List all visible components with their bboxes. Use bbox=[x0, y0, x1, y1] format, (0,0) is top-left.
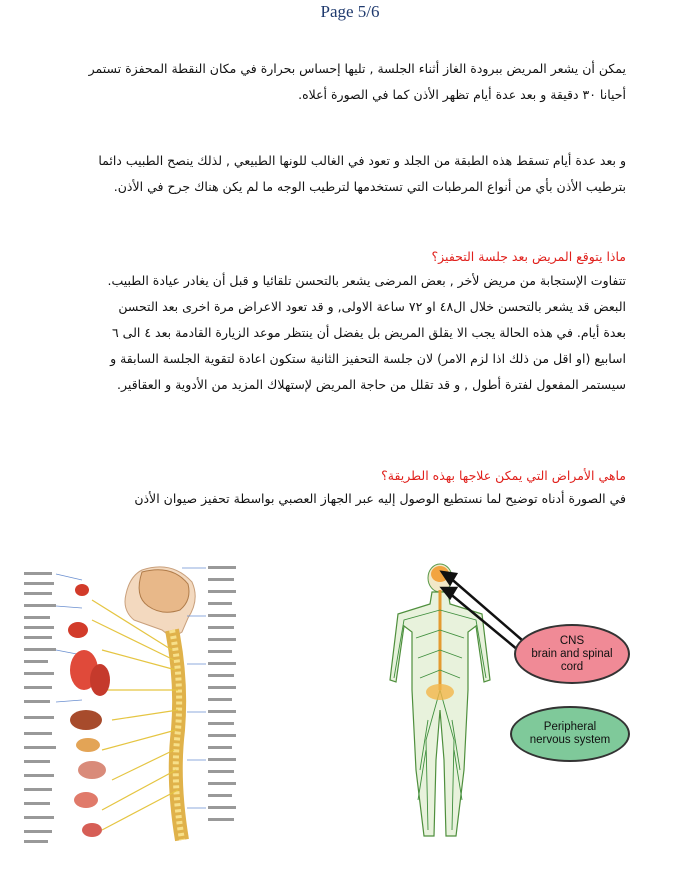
page-number: Page 5/6 bbox=[320, 2, 380, 21]
paragraph-1 bbox=[28, 56, 626, 108]
paragraph-diseases bbox=[28, 486, 626, 512]
text-line: اسابيع (او اقل من ذلك اذا لزم الامر) لان جلسة التحفيز الثانية ستكون اعادة لتقوية الجلسة السابقة و bbox=[110, 351, 626, 366]
text-line: تتفاوت الإستجابة من مريض لأخر , بعض المرضى يشعر بالتحسن تلقائيا و قبل أن يغادر عيادة الطبيب. bbox=[107, 273, 626, 288]
autonomic-nervous-system-illustration bbox=[22, 560, 240, 850]
text-line: بترطيب الأذن بأي من أنواع المرطبات التي تستخدمها لترطيب الوجه ما لم يكن هناك جرح في الأذن. bbox=[113, 179, 626, 194]
human-nervous-system-image bbox=[372, 560, 636, 842]
text-line: البعض قد يشعر بالتحسن خلال ال٤٨ او ٧٢ ساعة الاولى, و قد تعود الاعراض مرة اخرى بعد التحسن bbox=[118, 299, 626, 314]
nervous-system-chart-image bbox=[22, 560, 240, 850]
cns-label-line: CNS bbox=[559, 634, 585, 647]
pns-label-bubble bbox=[510, 706, 630, 762]
text-line: أحيانا ٣٠ دقيقة و بعد عدة أيام تظهر الأذن كما في الصورة أعلاه. bbox=[298, 87, 626, 102]
cns-label-bubble bbox=[514, 624, 630, 684]
section-heading-diseases: ماهي الأمراض التي يمكن علاجها بهذه الطريقة؟ bbox=[381, 468, 626, 483]
pns-label-line: nervous system bbox=[529, 734, 611, 746]
cns-pns-diagram bbox=[372, 560, 636, 842]
cns-label-line: cord bbox=[560, 660, 584, 673]
text-line: يمكن أن يشعر المريض ببرودة الغاز أثناء الجلسة , تليها إحساس بحرارة في مكان النقطة المحفزة تستمر bbox=[88, 61, 626, 76]
cns-label-line: brain and spinal bbox=[531, 647, 613, 660]
paragraph-expectations bbox=[28, 268, 626, 398]
section-heading-expectations: ماذا يتوقع المريض بعد جلسة التحفيز؟ bbox=[431, 249, 626, 264]
paragraph-2 bbox=[28, 148, 626, 200]
text-line: سيستمر المفعول لفترة أطول , و قد تقلل من حاجة المريض لإستهلاك المزيد من الأدوية و العقاقير. bbox=[117, 377, 626, 392]
text-line: في الصورة أدناه توضيح لما نستطيع الوصول إليه عبر الجهاز العصبي بواسطة تحفيز صيوان الأذن bbox=[134, 491, 626, 506]
pns-label-line: Peripheral bbox=[543, 721, 597, 733]
text-line: و بعد عدة أيام تسقط هذه الطبقة من الجلد و تعود في الغالب للونها الطبيعي , لذلك ينصح الطبيب دائما bbox=[98, 153, 626, 168]
text-line: بعدة أيام. في هذه الحالة يجب الا يقلق المريض بل يفضل أن ينتظر موعد الزيارة القادمة بعد ٤ الى ٦ bbox=[111, 325, 626, 340]
